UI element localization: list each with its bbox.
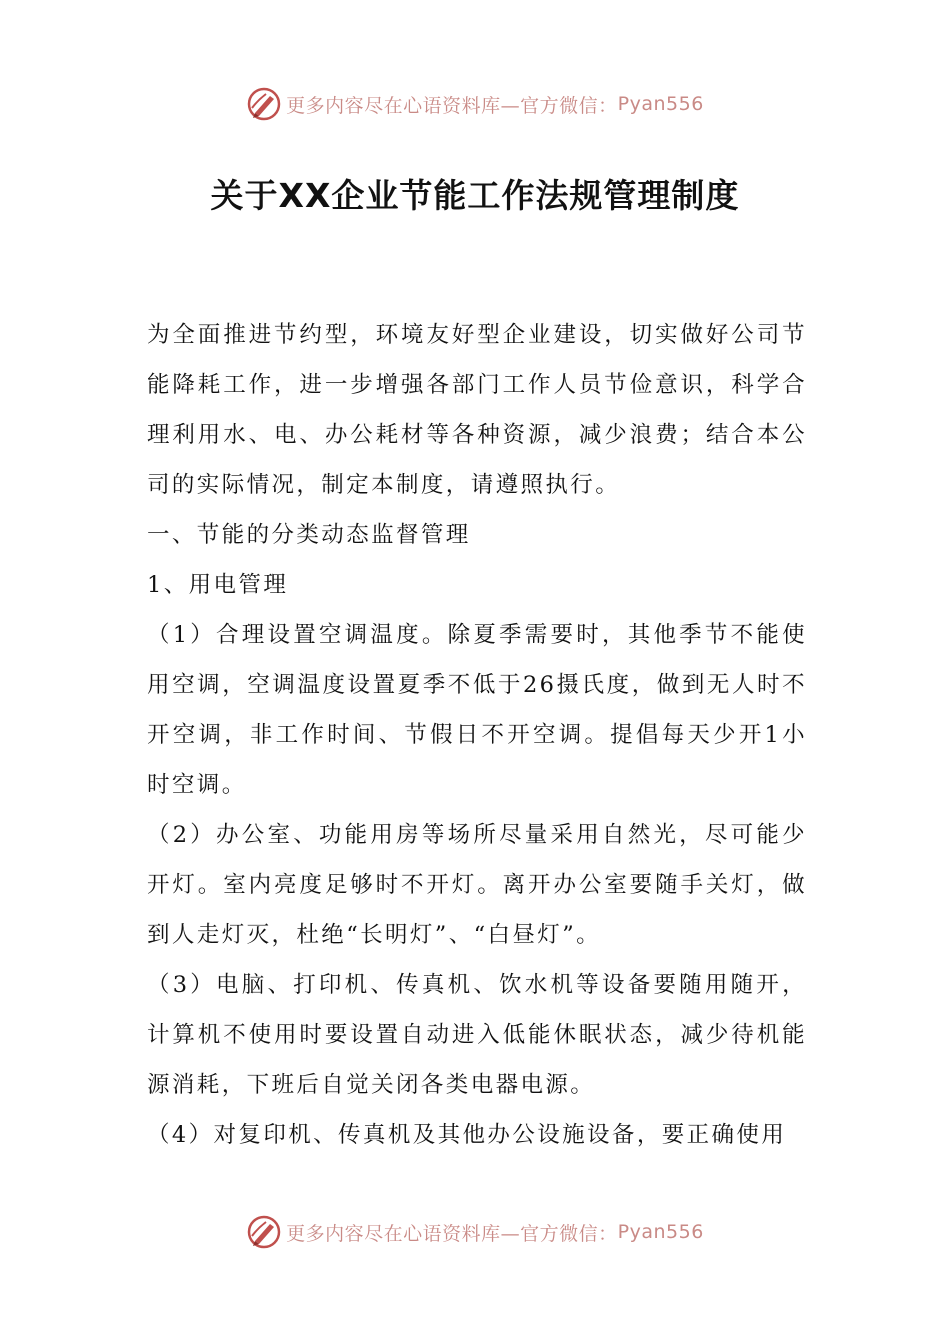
paragraph-intro: 为全面推进节约型，环境友好型企业建设，切实做好公司节能降耗工作，进一步增强各部门工作人员节俭意识，科学合理利用水、电、办公耗材等各种资源，减少浪费；结合本公司的实际情况，制定本制度，请遵照执行。: [147, 322, 807, 498]
pen-logo-icon: [246, 86, 282, 122]
pen-logo-icon: [246, 1214, 282, 1250]
document-body: [147, 310, 807, 1160]
watermark-text: 更多内容尽在心语资料库—官方微信：: [286, 94, 618, 117]
paragraph-item-2: （2）办公室、功能用房等场所尽量采用自然光，尽可能少开灯。室内亮度足够时不开灯。离开办公室要随手关灯，做到人走灯灭，杜绝“长明灯”、“白昼灯”。: [147, 822, 807, 948]
document-title: 关于XX企业节能工作法规管理制度: [210, 176, 740, 215]
paragraph-item-3: （3）电脑、打印机、传真机、饮水机等设备要随用随开，计算机不使用时要设置自动进入低能休眠状态，减少待机能源消耗，下班后自觉关闭各类电器电源。: [147, 972, 807, 1098]
watermark-wechat-id: Pyan556: [617, 93, 704, 115]
section-heading: 一、节能的分类动态监督管理: [147, 522, 471, 548]
paragraph-item-1: （1）合理设置空调温度。除夏季需要时，其他季节不能使用空调，空调温度设置夏季不低于26摄氏度，做到无人时不开空调，非工作时间、节假日不开空调。提倡每天少开1小时空调。: [147, 622, 807, 798]
watermark-text: 更多内容尽在心语资料库—官方微信：: [286, 1222, 618, 1245]
watermark-footer: [0, 1212, 950, 1252]
subsection-heading: 1、用电管理: [147, 572, 289, 598]
paragraph-item-4: （4）对复印机、传真机及其他办公设施设备，要正确使用: [147, 1122, 787, 1148]
watermark-wechat-id: Pyan556: [617, 1221, 704, 1243]
watermark-header: [0, 84, 950, 124]
